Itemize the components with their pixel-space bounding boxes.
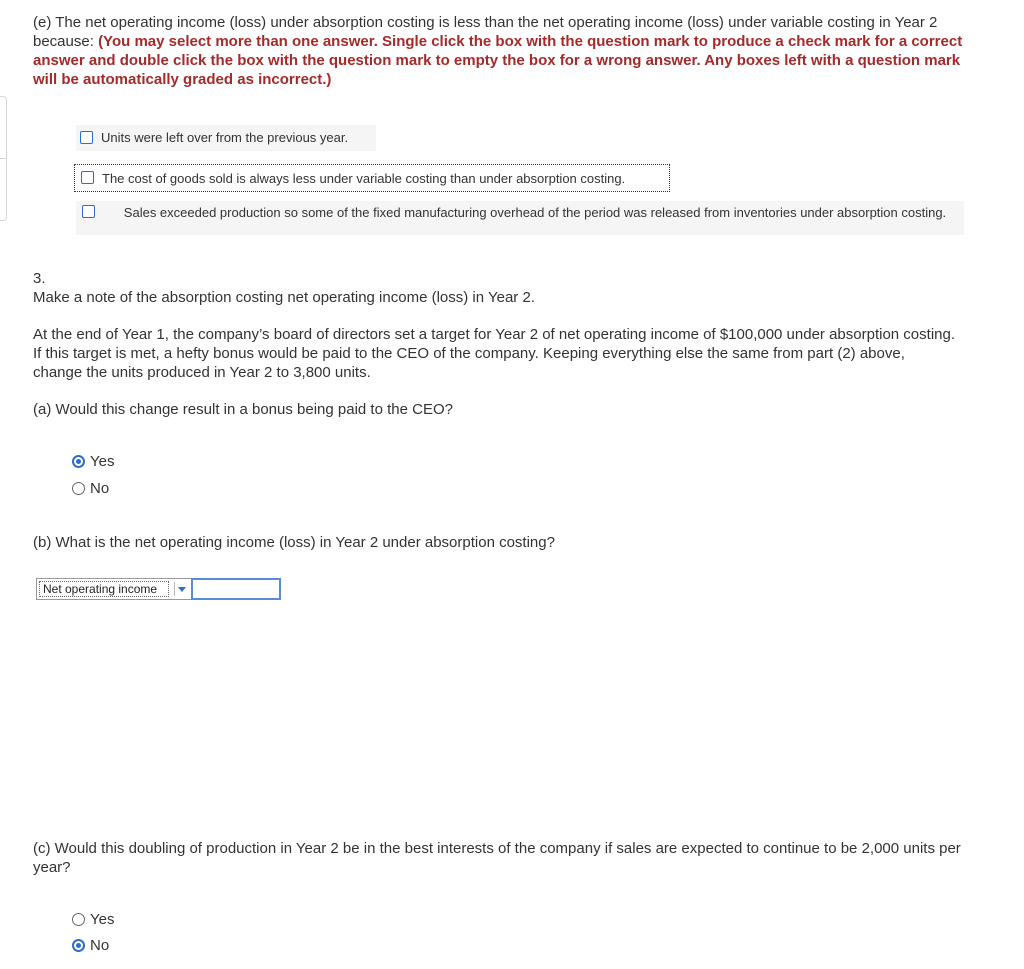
income-type-select-value: Net operating income [39, 581, 169, 597]
left-panel-divider [0, 158, 6, 159]
radio-a-yes-label: Yes [90, 453, 115, 470]
dropdown-arrow-icon[interactable] [174, 582, 188, 596]
checkbox-3[interactable] [82, 205, 95, 218]
part3-scenario: At the end of Year 1, the company’s board of directors set a target for Year 2 of net operating income of $100,000 under absorption costing. If this target is met, a hefty bonus would be paid to the CEO of the company. Keeping everything else the same from part (2) above, change the units produced in Year 2 to 3,800 units. [33, 326, 956, 381]
checkbox-1[interactable] [80, 131, 93, 144]
radio-a-no-label: No [90, 480, 110, 497]
radio-a-no[interactable] [72, 482, 85, 495]
checkbox-2[interactable] [81, 171, 94, 184]
question-a: (a) Would this change result in a bonus being paid to the CEO? [33, 401, 453, 418]
option-label-3: Sales exceeded production so some of the fixed manufacturing overhead of the period was released from inventories under absorption costing. [123, 205, 947, 220]
radio-c-no[interactable] [72, 939, 85, 952]
radio-c-yes-label: Yes [90, 911, 115, 928]
part-e-question-block [33, 13, 973, 89]
question-b: (b) What is the net operating income (loss) in Year 2 under absorption costing? [33, 534, 555, 551]
option-label-1: Units were left over from the previous year. [101, 130, 349, 145]
part-e-question: (e) The net operating income (loss) under absorption costing is less than the net operating income (loss) under variable costing in Year 2 because: [33, 14, 938, 50]
option-row-2[interactable] [74, 164, 670, 192]
option-row-3[interactable] [76, 201, 964, 235]
part-e-instructions: (You may select more than one answer. Single click the box with the question mark to produce a check mark for a correct answer and double click the box with the question mark to empty the box for a wrong answer. Any boxes left with a question mark will be automatically graded as incorrect.) [33, 33, 963, 88]
net-operating-income-input[interactable] [191, 578, 281, 600]
radio-c-no-label: No [90, 937, 110, 954]
part3-number: 3. [33, 270, 46, 287]
income-type-select[interactable] [36, 578, 192, 600]
radio-a-yes[interactable] [72, 455, 85, 468]
option-label-2: The cost of goods sold is always less under variable costing than under absorption costing. [102, 171, 626, 186]
option-row-1[interactable] [76, 125, 376, 151]
part3-note: Make a note of the absorption costing net operating income (loss) in Year 2. [33, 289, 535, 306]
radio-c-yes[interactable] [72, 913, 85, 926]
question-c: (c) Would this doubling of production in Year 2 be in the best interests of the company if sales are expected to continue to be 2,000 units per year? [33, 840, 961, 876]
